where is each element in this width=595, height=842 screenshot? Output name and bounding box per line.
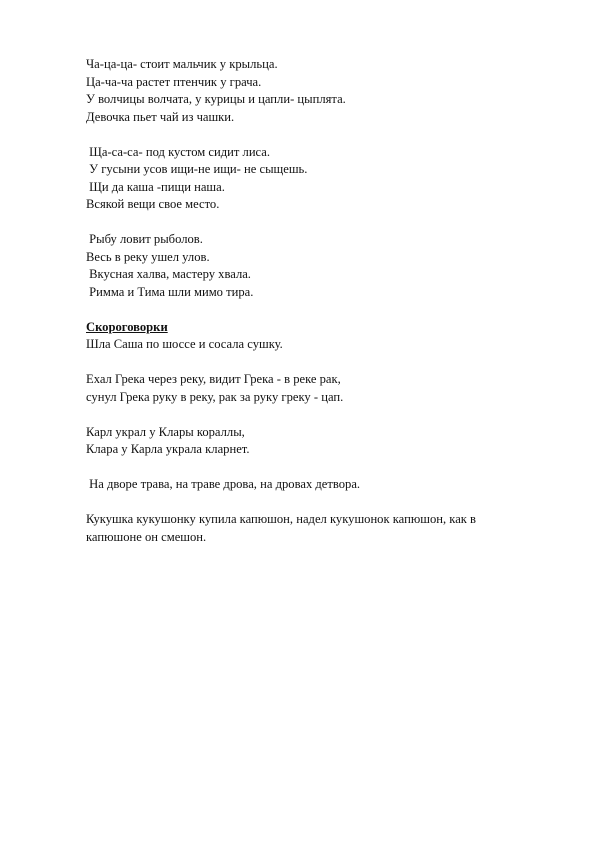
text-line: Рыбу ловит рыболов.: [86, 232, 203, 246]
text-line: сунул Грека руку в реку, рак за руку греку - цап.: [86, 389, 344, 404]
text-line: Вкусная халва, мастеру хвала.: [86, 267, 251, 281]
text-line: У гусыни усов ищи-не ищи- не сыщешь.: [86, 162, 308, 176]
text-line: Ехал Грека через реку, видит Грека - в реке рак,: [86, 372, 341, 386]
text-line: На дворе трава, на траве дрова, на дровах детвора.: [86, 477, 361, 491]
text-line: Шла Саша по шоссе и сосала сушку.: [86, 337, 283, 351]
text-line: Римма и Тима шли мимо тира.: [86, 284, 254, 299]
paragraph-gap: [86, 354, 526, 372]
text-line: Кукушка кукушонку купила капюшон, надел кукушонок капюшон, как в: [86, 512, 477, 526]
text-line: Всякой вещи свое место.: [86, 197, 220, 211]
text-line: Ща-са-са- под кустом сидит лиса.: [86, 144, 271, 159]
text-line: У волчицы волчата, у курицы и цапли- цыплята.: [86, 92, 346, 106]
text-line: Клара у Карла украла кларнет.: [86, 442, 250, 456]
text-line: Щи да каша -пищи наша.: [86, 179, 225, 194]
text-line: Карл украл у Клары кораллы,: [86, 424, 245, 439]
paragraph-gap: [86, 126, 526, 144]
paragraph-gap: [86, 494, 526, 512]
document-body: [86, 56, 526, 546]
paragraph-gap: [86, 214, 526, 232]
paragraph-gap: [86, 459, 526, 477]
text-line: Весь в реку ушел улов.: [86, 249, 210, 264]
text-line: Девочка пьет чай из чашки.: [86, 109, 235, 124]
paragraph-gap: [86, 406, 526, 424]
text-line: Ца-ча-ча растет птенчик у грача.: [86, 74, 262, 89]
text-line: капюшоне он смешон.: [86, 529, 207, 544]
section-heading: Скороговорки: [86, 319, 168, 334]
paragraph-gap: [86, 301, 526, 319]
text-line: Ча-ца-ца- стоит мальчик у крыльца.: [86, 57, 278, 71]
